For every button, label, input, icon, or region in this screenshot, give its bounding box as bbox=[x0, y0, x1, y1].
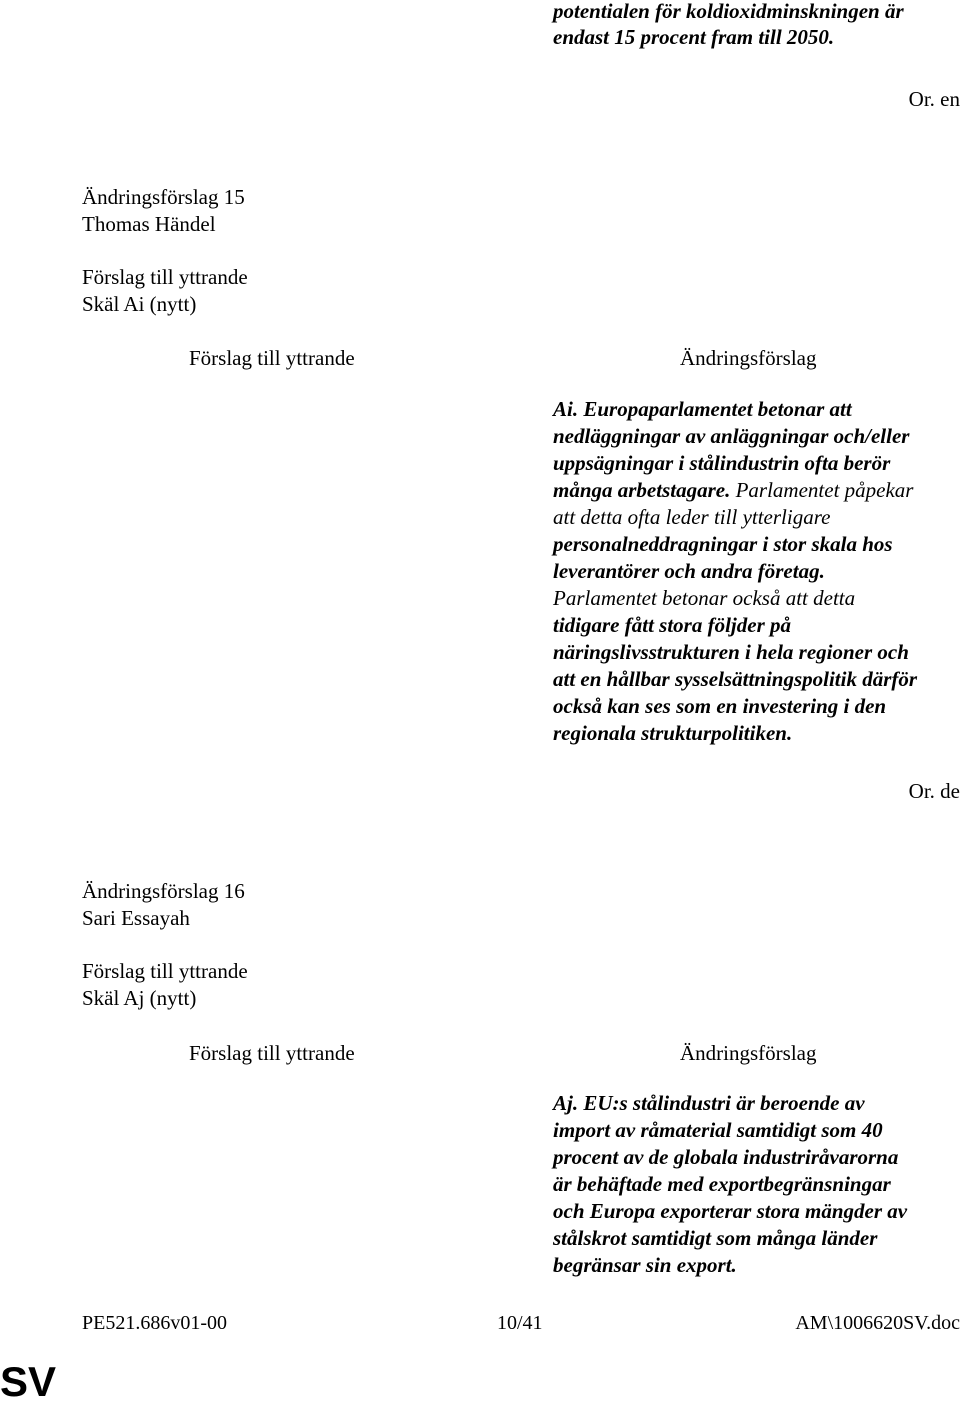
footer-file-name: AM\1006620SV.doc bbox=[795, 1312, 960, 1334]
amendment-text-line: Ai. Europaparlamentet betonar att bbox=[553, 397, 852, 421]
column-title-amendment: Ändringsförslag bbox=[680, 346, 817, 370]
amendment-author: Thomas Händel bbox=[82, 212, 216, 236]
amendment-text-line: regionala strukturpolitiken. bbox=[553, 721, 793, 745]
amendment-author: Sari Essayah bbox=[82, 906, 190, 930]
column-title-original: Förslag till yttrande bbox=[189, 346, 355, 370]
amendment-text-line: också kan ses som en investering i den bbox=[553, 694, 887, 718]
amendment-text-line: personalneddragningar i stor skala hos bbox=[553, 532, 893, 556]
continuation-line: potentialen för koldioxidminskningen är bbox=[553, 0, 904, 23]
footer-page-number: 10/41 bbox=[497, 1312, 543, 1334]
language-mark: SV bbox=[0, 1358, 57, 1405]
amendment-text-line: Aj. EU:s stålindustri är beroende av bbox=[553, 1091, 865, 1115]
amendment-text-line: nedläggningar av anläggningar och/eller bbox=[553, 424, 910, 448]
recital-reference: Skäl Ai (nytt) bbox=[82, 292, 197, 316]
recital-reference: Skäl Aj (nytt) bbox=[82, 986, 197, 1010]
amendment-text-line: leverantörer och andra företag. bbox=[553, 559, 825, 583]
amendment-text-line: uppsägningar i stålindustrin ofta berör bbox=[553, 451, 891, 475]
amendment-number: Ändringsförslag 15 bbox=[82, 185, 245, 209]
amendment-text-line: stålskrot samtidigt som många länder bbox=[553, 1226, 878, 1250]
amendment-text-line: tidigare fått stora följder på bbox=[553, 613, 791, 637]
document-label: Förslag till yttrande bbox=[82, 265, 248, 289]
continuation-line: endast 15 procent fram till 2050. bbox=[553, 25, 835, 49]
footer-document-number: PE521.686v01-00 bbox=[82, 1312, 227, 1334]
amendment-text-line: begränsar sin export. bbox=[553, 1253, 737, 1277]
amendment-text-line: Parlamentet betonar också att detta bbox=[553, 586, 856, 610]
original-language-note: Or. de bbox=[908, 779, 960, 803]
amendment-text-segment: Parlamentet påpekar bbox=[730, 478, 914, 502]
document-label: Förslag till yttrande bbox=[82, 959, 248, 983]
amendment-text-line: att detta ofta leder till ytterligare bbox=[553, 505, 831, 529]
original-language-note: Or. en bbox=[908, 87, 960, 111]
amendment-text-line: att en hållbar sysselsättningspolitik därför bbox=[553, 667, 918, 691]
amendment-number: Ändringsförslag 16 bbox=[82, 879, 245, 903]
column-title-original: Förslag till yttrande bbox=[189, 1041, 355, 1065]
column-title-amendment: Ändringsförslag bbox=[680, 1041, 817, 1065]
amendment-text-line: näringslivsstrukturen i hela regioner och bbox=[553, 640, 909, 664]
amendment-text-line: import av råmaterial samtidigt som 40 bbox=[553, 1118, 883, 1142]
amendment-text-line bbox=[553, 477, 913, 504]
amendment-text-line: och Europa exporterar stora mängder av bbox=[553, 1199, 908, 1223]
amendment-text-line: procent av de globala industriråvarorna bbox=[553, 1145, 899, 1169]
amendment-text-segment: många arbetstagare. bbox=[553, 478, 731, 502]
amendment-text-line: är behäftade med exportbegränsningar bbox=[553, 1172, 891, 1196]
